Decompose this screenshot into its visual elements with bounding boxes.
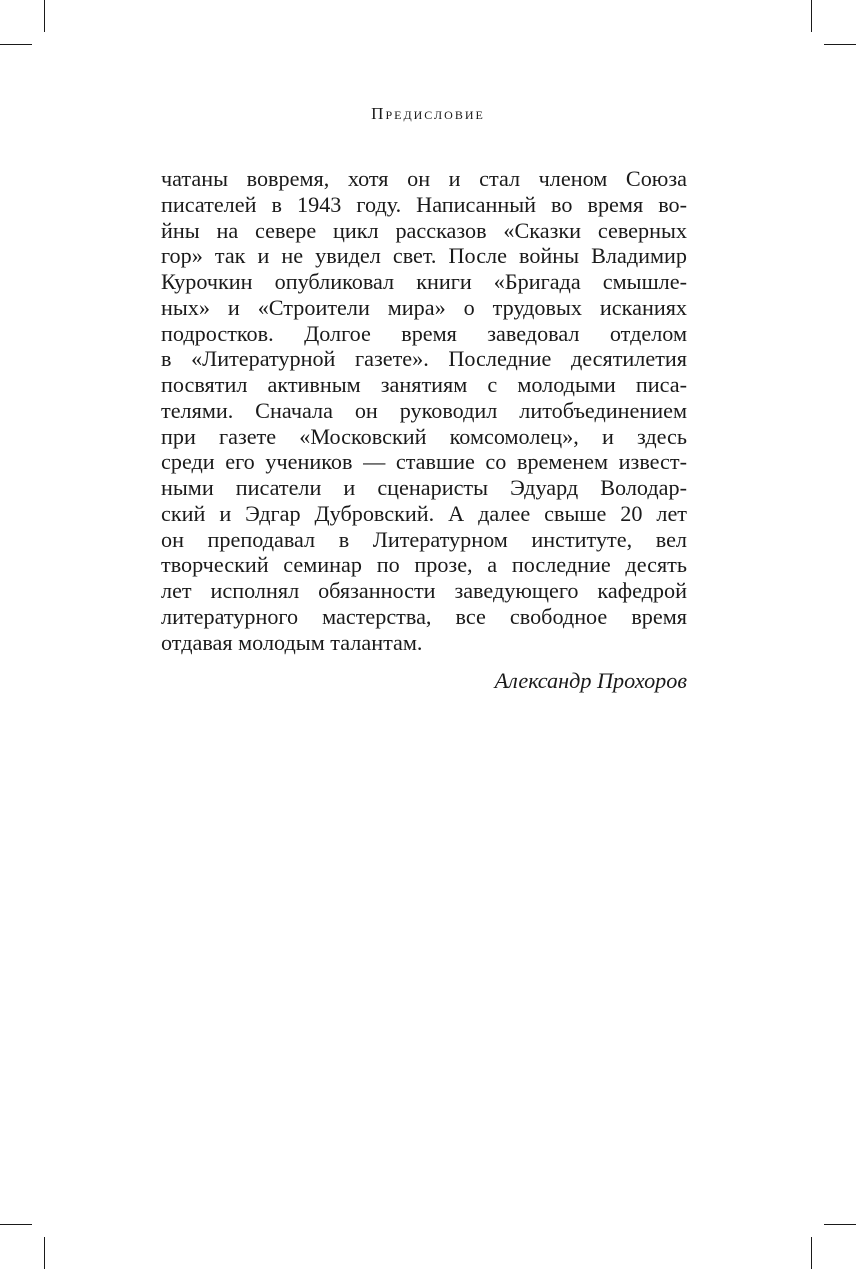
text-line: гор» так и не увидел свет. После войны Владимир xyxy=(161,243,687,269)
text-line: ных» и «Строители мира» о трудовых исканиях xyxy=(161,294,687,320)
text-line: ными писатели и сценаристы Эдуард Володар- xyxy=(161,475,687,500)
crop-mark-top-right-horizontal xyxy=(824,44,856,45)
text-line: литературного мастерства, все свободное время xyxy=(161,603,687,629)
text-line: в «Литературной газете». Последние десятилетия xyxy=(161,346,687,372)
text-line: подростков. Долгое время заведовал отделом xyxy=(161,320,687,346)
text-line: телями. Сначала он руководил литобъединением xyxy=(161,397,687,423)
crop-mark-bottom-right-vertical xyxy=(811,1237,812,1269)
crop-mark-bottom-right-horizontal xyxy=(824,1224,856,1225)
author-signature: Александр Прохоров xyxy=(494,668,687,693)
running-head: Предисловие xyxy=(371,104,485,123)
text-line: среди его учеников — ставшие со временем извест- xyxy=(161,449,687,475)
crop-mark-top-left-vertical xyxy=(44,0,45,32)
text-line: при газете «Московский комсомолец», и здесь xyxy=(161,423,687,449)
text-line: творческий семинар по прозе, а последние десять xyxy=(161,552,687,578)
text-line: Курочкин опубликовал книги «Бригада смышле- xyxy=(161,269,687,294)
text-line: отдавая молодым талантам. xyxy=(161,629,423,655)
text-line: чатаны вовремя, хотя он и стал членом Союза xyxy=(161,166,687,191)
body-paragraph xyxy=(161,166,687,655)
crop-mark-top-left-horizontal xyxy=(0,44,32,45)
crop-mark-bottom-left-horizontal xyxy=(0,1224,32,1225)
crop-mark-bottom-left-vertical xyxy=(44,1237,45,1269)
text-line: йны на севере цикл рассказов «Сказки северных xyxy=(161,217,687,243)
text-line: ский и Эдгар Дубровский. А далее свыше 20 лет xyxy=(161,500,687,526)
text-line: он преподавал в Литературном институте, вел xyxy=(161,526,687,552)
text-line: посвятил активным занятиям с молодыми писа- xyxy=(161,372,687,397)
text-line: писателей в 1943 году. Написанный во время во- xyxy=(161,191,687,217)
crop-mark-top-right-vertical xyxy=(811,0,812,32)
text-line: лет исполнял обязанности заведующего кафедрой xyxy=(161,578,687,603)
